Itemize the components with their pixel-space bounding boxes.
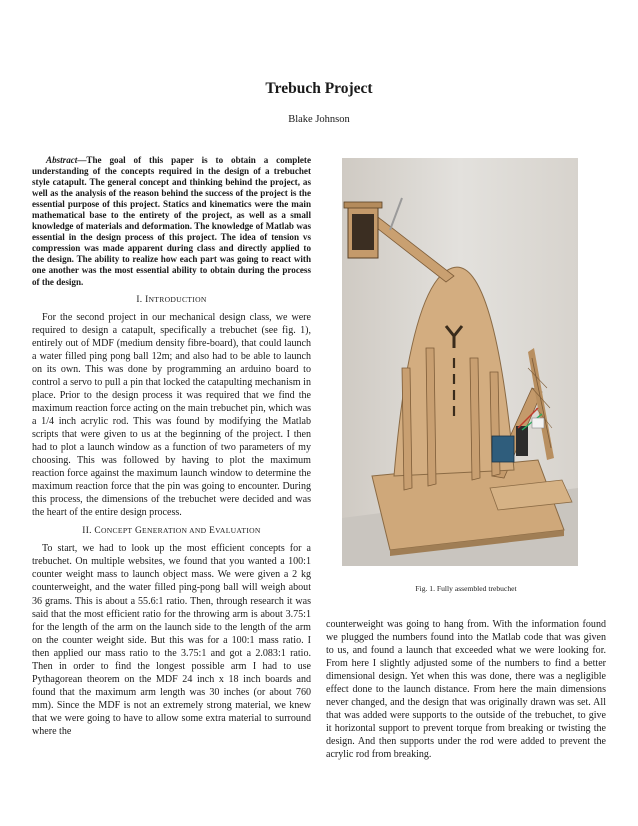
concept-paragraph: To start, we had to look up the most efficient concepts for a trebuchet. On multiple websites, we found that you wanted a 100:1 counter weight mass to launch object mass. We were given a 2 kg counterweight, and the water filled ping-pong ball will weigh about 36 grams. This is about a 55.6:1 ratio. Then, through research it was said that the most efficient ratio for the throwing arm is about 3.75:1 for the length of the arm on the launch side to the length of the arm on the counter weight side. But this was for a 100:1 mass ratio. I then applied our mass ratio to the 3.75:1 and got a 2.083:1 ratio. Then in order to find the longest possible arm I had to use Pythagorean theorem on the MDF 24 inch x 18 inch boards and found that the maximum arm length was 30 inches (or about 760 mm). Since the MDF is not an extremely strong material, we knew that we were going to have to allow some extra material to surround where the (32, 543, 311, 737)
concept-paragraph-continuation: counterweight was going to hang from. With the information found we plugged the numbers found into the Matlab code that was given to us, and found a launch that exceeded what we were looking for. From here I slightly adjusted some of the numbers to find a better dimensional design. Yet when this was done, there was a negligible effect done to the launch distance. From here the main dimensions never changed, and the design that was originally drawn was set. All that was added were supports to the outside of the trebuchet, to give it horizontal support to prevent torque from breaking or twisting the design. And then supports under the rod were added to prevent the acrylic rod from breaking. (326, 619, 606, 761)
trebuchet-photo (342, 158, 578, 566)
intro-paragraph: For the second project in our mechanical design class, we were required to design a catapult, specifically a trebuchet (see fig. 1), entirely out of MDF (medium density fibre-board), that could launch a water filled ping pong ball 12m; and also had to be able to launch on its own. This was done by programming an arduino board to control a servo to pull a pin that locked the catapulting mechanism in place. Prior to the design process it was required that we find the maximum reaction force acting on the main trebuchet pin, which was a 1/4 inch acrylic rod. This was found by modifying the Matlab scripts that were given to us at the beginning of the project. I then had to plot a launch window as a function of two parameters of my choosing. This was followed by having to plot the maximum reaction force against the maximum launch window to determine the maximum reaction force that the pin was going to encounter. During this process, the dimensions of the trebuchet were decided and was the heart of the entire design process. (32, 311, 311, 519)
abstract (32, 155, 311, 288)
section-heading-introduction: I. INTRODUCTION (136, 294, 207, 305)
figure-caption: Fig. 1. Fully assembled trebuchet (415, 584, 517, 593)
right-column (326, 618, 606, 762)
left-column (32, 155, 311, 738)
page-title: Trebuch Project (265, 80, 373, 97)
abstract-label: Abstract (46, 155, 78, 165)
section-heading-concept: II. CONCEPT GENERATION AND EVALUATION (82, 526, 261, 537)
abstract-text: —The goal of this paper is to obtain a complete understanding of the concepts required in the design of a trebuchet style catapult. The general concept and thinking behind the project, as well as the analysis of the reason behind the success of the project is the essential purpose of this project. Statics and kinematics were the main mathematical base to the entirety of the project, as well as a small knowledge of materials and deformation. The knowledge of Matlab was essential in the design process of this project. The idea of tension vs compression was made apparent during class and directly applied to the design. The ability to realize how each part was going to react with one another was the most essential ability to obtain during the process of the design. (32, 155, 311, 287)
author-name: Blake Johnson (288, 114, 350, 125)
